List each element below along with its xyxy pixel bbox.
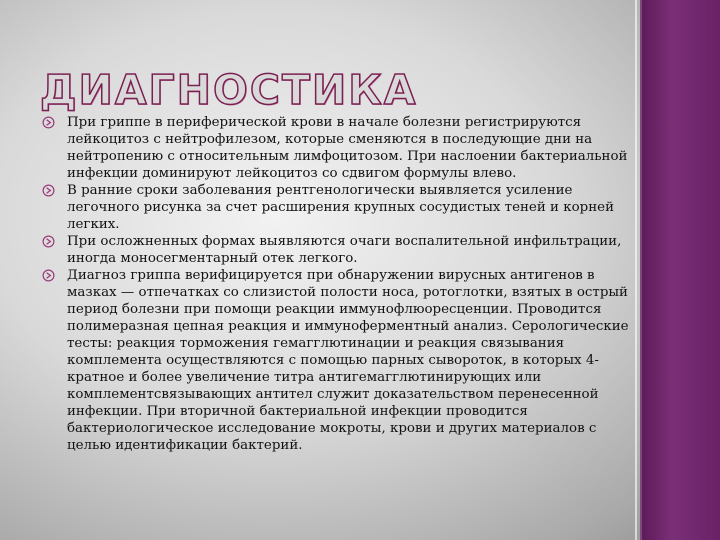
list-item bbox=[42, 182, 642, 233]
circle-arrow-bullet-icon bbox=[42, 269, 55, 282]
circle-arrow-bullet-icon bbox=[42, 116, 55, 129]
side-accent-band bbox=[640, 0, 720, 540]
slide-title: ДИАГНОСТИКА bbox=[40, 66, 418, 114]
circle-arrow-bullet-icon bbox=[42, 235, 55, 248]
list-item bbox=[42, 114, 642, 182]
list-item-text: Диагноз гриппа верифицируется при обнаружении вирусных антигенов в мазках — отпечатках со слизистой полости носа, ротоглотки, взятых в острый период болезни при помощи реакции иммунофлюоресценции. Проводится полимеразная цепная реакция и иммуноферментный анализ. Серологические тесты: реакция торможения гемагглютинации и реакция связывания комплемента осуществляются с помощью парных сывороток, в которых 4-кратное и более увеличение титра антигемагглютинирующих или комплементсвязывающих антител служит доказательством перенесенной инфекции. При вторичной бактериальной инфекции проводится бактериологическое исследование мокроты, крови и других материалов с целью идентификации бактерий. bbox=[67, 268, 629, 453]
circle-arrow-bullet-icon bbox=[42, 184, 55, 197]
list-item-text: В ранние сроки заболевания рентгенологически выявляется усиление легочного рисунка за счет расширения крупных сосудистых теней и корней легких. bbox=[67, 183, 614, 232]
list-item bbox=[42, 267, 642, 454]
list-item-text: При осложненных формах выявляются очаги воспалительной инфильтрации, иногда моносегментарный отек легкого. bbox=[67, 234, 622, 266]
list-item bbox=[42, 233, 642, 267]
list-item-text: При гриппе в периферической крови в начале болезни регистрируются лейкоцитоз с нейтрофилезом, которые сменяются в последующие дни на нейтропению с относительным лимфоцитозом. При наслоении бактериальной инфекции доминируют лейкоцитоз со сдвигом формулы влево. bbox=[67, 115, 628, 181]
bullet-list bbox=[42, 114, 642, 454]
